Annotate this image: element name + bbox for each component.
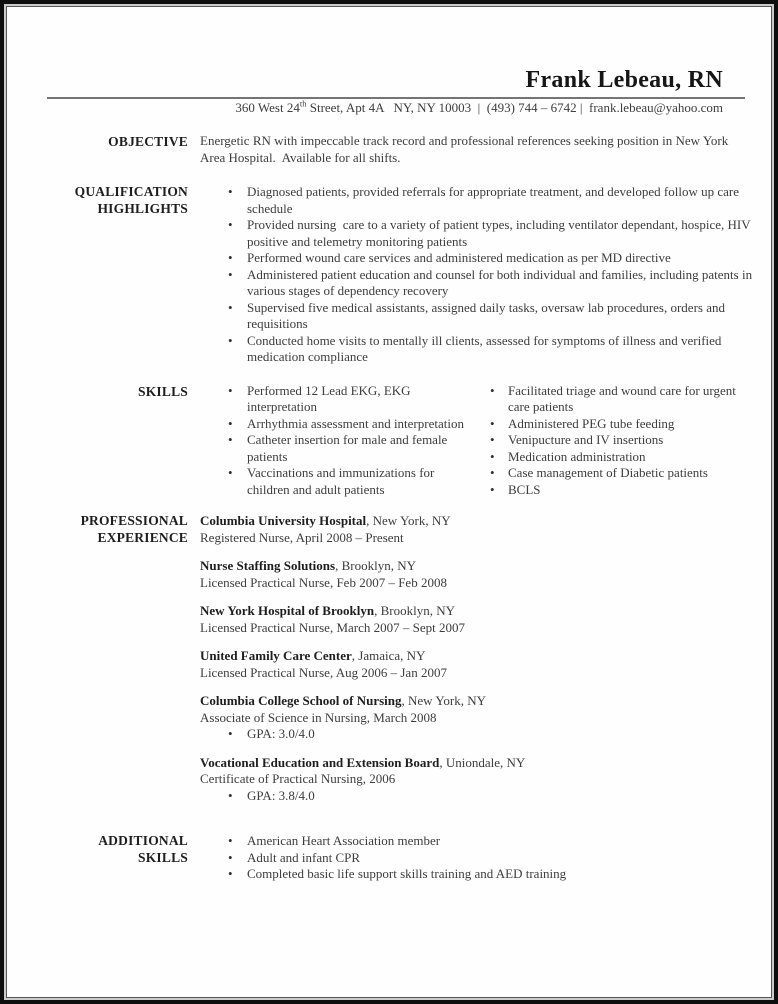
experience-entry-heading (200, 513, 757, 530)
resume-header (7, 66, 771, 116)
list-item-text: Administered patient education and counsel for both individual and families, including patents in various stages of dependency recovery (247, 266, 756, 298)
org-location: , Jamaica, NY (351, 648, 426, 663)
list-item (200, 833, 757, 850)
experience-label-col (7, 513, 188, 816)
org-name: Vocational Education and Extension Board (200, 754, 440, 770)
skills-content (200, 383, 771, 499)
list-item-text: Completed basic life support skills training and AED training (247, 866, 567, 881)
experience-entry (200, 603, 757, 636)
bullet-icon: • (228, 432, 233, 447)
list-item-text: Facilitated triage and wound care for urgent care patients (508, 382, 740, 414)
qualification-label-col (7, 184, 188, 366)
bullet-icon: • (228, 465, 233, 480)
list-item-text: Arrhythmia assessment and interpretation (247, 415, 464, 431)
section-additional-skills (7, 833, 771, 883)
bullet-icon: • (228, 217, 233, 232)
skills-list-right (490, 383, 757, 499)
education-entry (200, 755, 757, 805)
additional-skills-label-col (7, 833, 188, 883)
list-item (200, 432, 490, 465)
section-label-professional-experience: PROFESSIONAL EXPERIENCE (80, 513, 188, 545)
list-item (200, 184, 757, 217)
bullet-icon: • (228, 787, 233, 803)
list-item-text: Supervised five medical assistants, assigned daily tasks, oversaw lab procedures, orders and requisitions (247, 299, 729, 331)
list-item (490, 465, 757, 482)
objective-text: Energetic RN with impeccable track record and professional references seeking position in New York Area Hospital. Available for all shifts. (200, 133, 731, 165)
skills-columns (200, 383, 757, 499)
experience-entry-heading (200, 603, 757, 620)
org-name: New York Hospital of Brooklyn (200, 603, 375, 618)
contact-street-ordinal: th (299, 98, 307, 109)
list-item-text: BCLS (508, 481, 541, 497)
list-item (200, 465, 490, 498)
list-item (490, 482, 757, 499)
bullet-icon: • (490, 382, 495, 398)
objective-content (200, 133, 771, 166)
list-item (490, 449, 757, 466)
bullet-icon: • (228, 250, 233, 265)
position-dates: Licensed Practical Nurse, March 2007 – Sept 2007 (200, 619, 465, 635)
bullet-icon: • (228, 415, 233, 431)
org-name: Columbia University Hospital (200, 513, 367, 528)
bullet-icon: • (228, 833, 233, 848)
org-name: Columbia College School of Nursing (200, 693, 402, 708)
bullet-icon: • (228, 184, 233, 199)
bullet-icon: • (228, 332, 233, 348)
list-item-text: Vaccinations and immunizations for children and adult patients (247, 465, 438, 497)
section-label-qualification-highlights: QUALIFICATION HIGHLIGHTS (74, 184, 188, 216)
list-item-text: Catheter insertion for male and female patients (247, 432, 451, 464)
objective-label-col (7, 133, 188, 166)
org-name: United Family Care Center (200, 648, 352, 663)
org-location: , Brooklyn, NY (335, 558, 416, 573)
list-item (490, 432, 757, 449)
qualification-content (200, 184, 771, 366)
list-item-text: Performed 12 Lead EKG, EKG interpretation (247, 382, 414, 414)
education-entry-heading (200, 693, 757, 710)
additional-skills-list (200, 833, 757, 883)
org-location: , Uniondale, NY (439, 754, 526, 770)
section-label-skills: SKILLS (138, 383, 188, 399)
org-location: , New York, NY (401, 693, 487, 708)
list-item (200, 300, 757, 333)
bullet-icon: • (228, 382, 233, 398)
org-name: Nurse Staffing Solutions (200, 558, 336, 573)
education-entry (200, 693, 757, 743)
bullet-icon: • (228, 849, 233, 865)
section-objective (7, 133, 771, 166)
bullet-icon: • (228, 266, 233, 282)
list-item-text: Medication administration (508, 448, 646, 464)
degree-dates: Associate of Science in Nursing, March 2008 (200, 709, 437, 725)
bullet-icon: • (490, 465, 495, 480)
contact-street: 360 West 24 (235, 100, 300, 115)
skills-list-left (200, 383, 490, 499)
experience-entry (200, 513, 757, 546)
position-dates: Registered Nurse, April 2008 – Present (200, 529, 404, 545)
list-item (200, 250, 757, 267)
list-item-text: Administered PEG tube feeding (508, 415, 675, 431)
list-item (200, 788, 757, 805)
experience-entry (200, 558, 757, 591)
section-label-objective: OBJECTIVE (108, 134, 188, 149)
contact-rest: Street, Apt 4A NY, NY 10003 | (493) 744 – 6742 | frank.lebeau@yahoo.com (306, 100, 723, 115)
list-item-text: Conducted home visits to mentally ill clients, assessed for symptoms of illness and verified medication compliance (247, 332, 725, 364)
list-item (200, 267, 757, 300)
list-item (200, 416, 490, 433)
page-frame-mid (4, 4, 774, 1000)
position-dates: Licensed Practical Nurse, Feb 2007 – Feb 2008 (200, 574, 447, 590)
list-item (200, 383, 490, 416)
gpa-value: GPA: 3.0/4.0 (247, 726, 315, 741)
header-rule (47, 97, 745, 99)
section-professional-experience (7, 513, 771, 816)
experience-entry (200, 648, 757, 681)
position-dates: Licensed Practical Nurse, Aug 2006 – Jan 2007 (200, 664, 447, 680)
page-frame-inner (6, 6, 772, 998)
gpa-list (200, 788, 757, 805)
skills-label-col (7, 383, 188, 499)
bullet-icon: • (228, 726, 233, 741)
list-item-text: Adult and infant CPR (247, 849, 361, 865)
list-item-text: Diagnosed patients, provided referrals for appropriate treatment, and developed follow up care schedule (247, 184, 743, 216)
list-item (200, 726, 757, 743)
list-item (200, 333, 757, 366)
education-entry-heading (200, 755, 757, 772)
section-skills (7, 383, 771, 499)
org-location: , Brooklyn, NY (374, 603, 455, 618)
contact-line (7, 100, 771, 116)
bullet-icon: • (490, 481, 495, 497)
section-qualification-highlights (7, 184, 771, 366)
additional-skills-content (200, 833, 771, 883)
bullet-icon: • (490, 448, 495, 464)
experience-content (200, 513, 771, 816)
qualification-list (200, 184, 757, 366)
list-item (200, 866, 757, 883)
section-label-additional-skills: ADDITIONAL SKILLS (98, 833, 188, 865)
list-item-text: Provided nursing care to a variety of patient types, including ventilator dependant, hospice, HIV positive and telemetry monitoring patients (247, 217, 754, 249)
list-item-text: American Heart Association member (247, 833, 441, 848)
gpa-value: GPA: 3.8/4.0 (247, 787, 315, 803)
bullet-icon: • (228, 866, 233, 881)
list-item (200, 850, 757, 867)
list-item-text: Performed wound care services and administered medication as per MD directive (247, 250, 671, 265)
list-item-text: Case management of Diabetic patients (508, 465, 708, 480)
experience-entry-heading (200, 648, 757, 665)
certificate-dates: Certificate of Practical Nursing, 2006 (200, 771, 396, 786)
org-location: , New York, NY (366, 513, 451, 528)
list-item-text: Venipucture and IV insertions (508, 432, 664, 447)
bullet-icon: • (490, 415, 495, 431)
list-item (490, 416, 757, 433)
resume-name: Frank Lebeau, RN (525, 67, 723, 93)
list-item (490, 383, 757, 416)
gpa-list (200, 726, 757, 743)
bullet-icon: • (228, 299, 233, 315)
bullet-icon: • (490, 432, 495, 447)
list-item (200, 217, 757, 250)
experience-entry-heading (200, 558, 757, 575)
